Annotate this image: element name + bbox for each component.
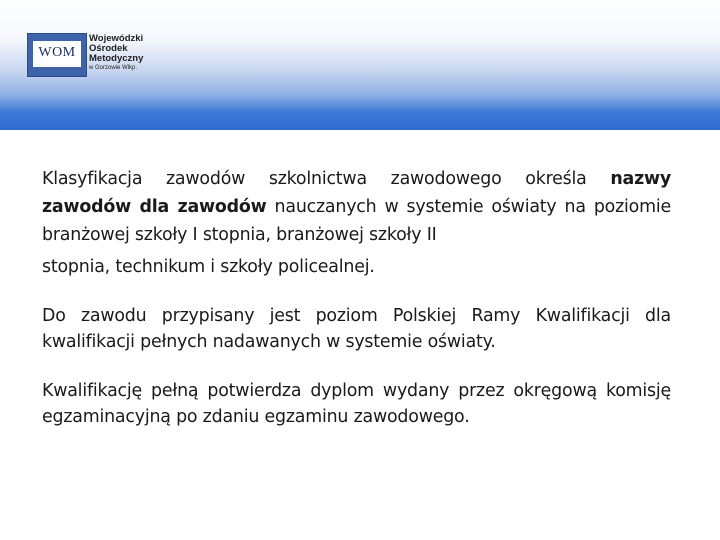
- logo-text: [89, 34, 143, 72]
- logo-line-3: Metodyczny: [89, 53, 144, 64]
- wom-logo: [27, 33, 163, 77]
- paragraph-full-qualification: Kwalifikację pełną potwierdza dyplom wydany przez okręgową komisję egzaminacyjną po zdaniu egzaminu zawodowego.: [42, 381, 671, 427]
- paragraph-classification: [42, 165, 671, 281]
- logo-mark: WOM: [38, 45, 76, 60]
- logo-emblem: [27, 33, 87, 77]
- paragraph-1-bold-phrase: nazwy zawodów dla zawodów: [42, 169, 671, 217]
- paragraph-1-text-end: nauczanych w systemie oświaty na poziomie branżowej szkoły I stopnia, branżowej szkoły II: [42, 197, 671, 245]
- slide-body: [42, 165, 671, 430]
- paragraph-prk-level: Do zawodu przypisany jest poziom Polskiej Ramy Kwalifikacji dla kwalifikacji pełnych nadawanych w systemie oświaty.: [42, 306, 671, 352]
- paragraph-1-text-start: Klasyfikacja zawodów szkolnictwa zawodowego określa: [42, 169, 611, 189]
- logo-subline: w Gorzowie Wlkp.: [89, 65, 138, 71]
- logo-line-1: Wojewódzki: [89, 33, 144, 44]
- logo-line-2: Ośrodek: [89, 43, 128, 54]
- paragraph-1-last-line: stopnia, technikum i szkoły policealnej.: [42, 257, 375, 277]
